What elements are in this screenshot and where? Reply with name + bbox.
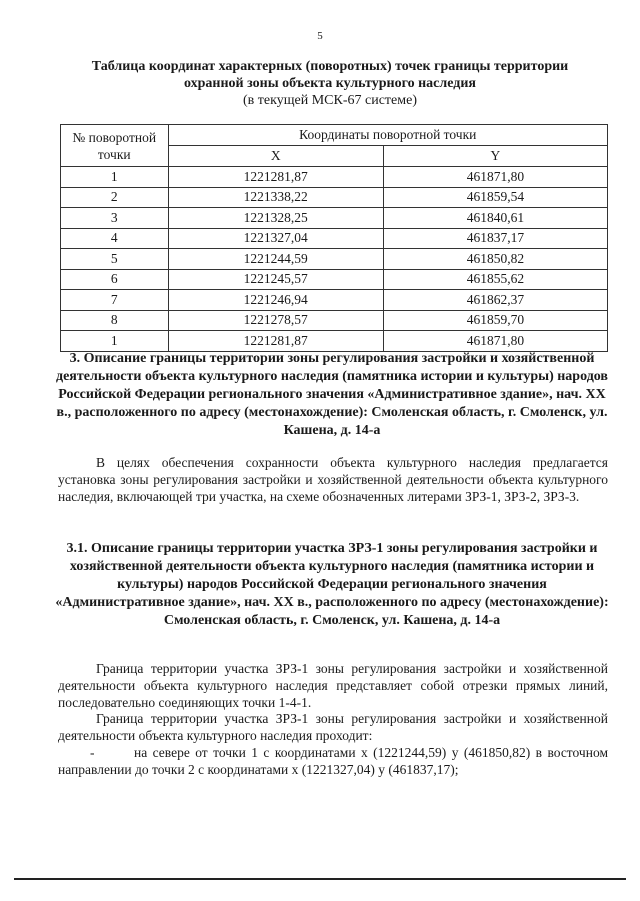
- cell-x: 1221281,87: [168, 167, 383, 188]
- cell-y: 461862,37: [383, 290, 607, 311]
- cell-y: 461850,82: [383, 249, 607, 270]
- table-row: [61, 249, 608, 270]
- bullet-dash: -: [90, 745, 95, 760]
- cell-point: 7: [61, 290, 169, 311]
- table-row: [61, 167, 608, 188]
- cell-point: 4: [61, 228, 169, 249]
- cell-x: 1221278,57: [168, 310, 383, 331]
- table-row: [61, 331, 608, 352]
- table-title: [40, 58, 620, 109]
- cell-point: 5: [61, 249, 169, 270]
- header-coordinates: Координаты поворотной точки: [168, 125, 607, 146]
- header-x: X: [168, 146, 383, 167]
- cell-y: 461840,61: [383, 208, 607, 229]
- cell-point: 1: [61, 167, 169, 188]
- cell-point: 6: [61, 269, 169, 290]
- table-title-line1: Таблица координат характерных (поворотных) точек границы территории: [91, 59, 569, 74]
- page-number: 5: [317, 30, 323, 42]
- cell-x: 1221245,57: [168, 269, 383, 290]
- cell-point: 8: [61, 310, 169, 331]
- bottom-rule: [14, 878, 626, 880]
- cell-x: 1221328,25: [168, 208, 383, 229]
- bullet-text: на севере от точки 1 с координатами x (1221244,59) y (461850,82) в восточном направлении до точки 2 с координатами x (1221327,04) y (461837,17);: [58, 745, 608, 777]
- cell-y: 461871,80: [383, 331, 607, 352]
- section31-paragraph2: Граница территории участка ЗРЗ-1 зоны регулирования застройки и хозяйственной деятельности объекта культурного наследия проходит:: [58, 711, 608, 743]
- table-title-line3: (в текущей МСК-67 системе): [243, 93, 417, 108]
- cell-y: 461859,70: [383, 310, 607, 331]
- table-row: [61, 187, 608, 208]
- table-row: [61, 269, 608, 290]
- cell-x: 1221338,22: [168, 187, 383, 208]
- cell-x: 1221327,04: [168, 228, 383, 249]
- header-y: Y: [383, 146, 607, 167]
- coordinates-table: [60, 124, 608, 352]
- header-point-number: № поворотной точки: [61, 125, 169, 167]
- section31-bullet: [58, 744, 608, 778]
- cell-x: 1221246,94: [168, 290, 383, 311]
- cell-x: 1221281,87: [168, 331, 383, 352]
- cell-y: 461855,62: [383, 269, 607, 290]
- table-row: [61, 208, 608, 229]
- cell-point: 3: [61, 208, 169, 229]
- section31-heading: 3.1. Описание границы территории участка ЗРЗ-1 зоны регулирования застройки и хозяйственной деятельности объекта культурного наследия (памятника истории и культуры) народов Российской Федерации регионального значения «Административное здание», нач. XX в., расположенного по адресу (местонахождение): Смоленская область, г. Смоленск, ул. Кашена, д. 14-а: [55, 541, 609, 628]
- cell-point: 2: [61, 187, 169, 208]
- section31-paragraph1: Граница территории участка ЗРЗ-1 зоны регулирования застройки и хозяйственной деятельности объекта культурного наследия представляет собой отрезки прямых линий, последовательно соединяющих точки 1-4-1.: [58, 661, 608, 710]
- cell-point: 1: [61, 331, 169, 352]
- cell-y: 461859,54: [383, 187, 607, 208]
- cell-y: 461871,80: [383, 167, 607, 188]
- cell-x: 1221244,59: [168, 249, 383, 270]
- section3-paragraph: В целях обеспечения сохранности объекта культурного наследия предлагается установка зоны регулирования застройки и хозяйственной деятельности объекта культурного наследия, включающей три участка, на схеме обозначенных литерами ЗРЗ-1, ЗРЗ-2, ЗРЗ-3.: [58, 455, 608, 504]
- table-row: [61, 310, 608, 331]
- table-title-line2: охранной зоны объекта культурного наследия: [183, 76, 476, 91]
- cell-y: 461837,17: [383, 228, 607, 249]
- table-row: [61, 228, 608, 249]
- section3-heading: 3. Описание границы территории зоны регулирования застройки и хозяйственной деятельности объекта культурного наследия (памятника истории и культуры) народов Российской Федерации регионального значения «Административное здание», нач. XX в., расположенного по адресу (местонахождение): Смоленская область, г. Смоленск, ул. Кашена, д. 14-а: [56, 351, 608, 438]
- table-row: [61, 290, 608, 311]
